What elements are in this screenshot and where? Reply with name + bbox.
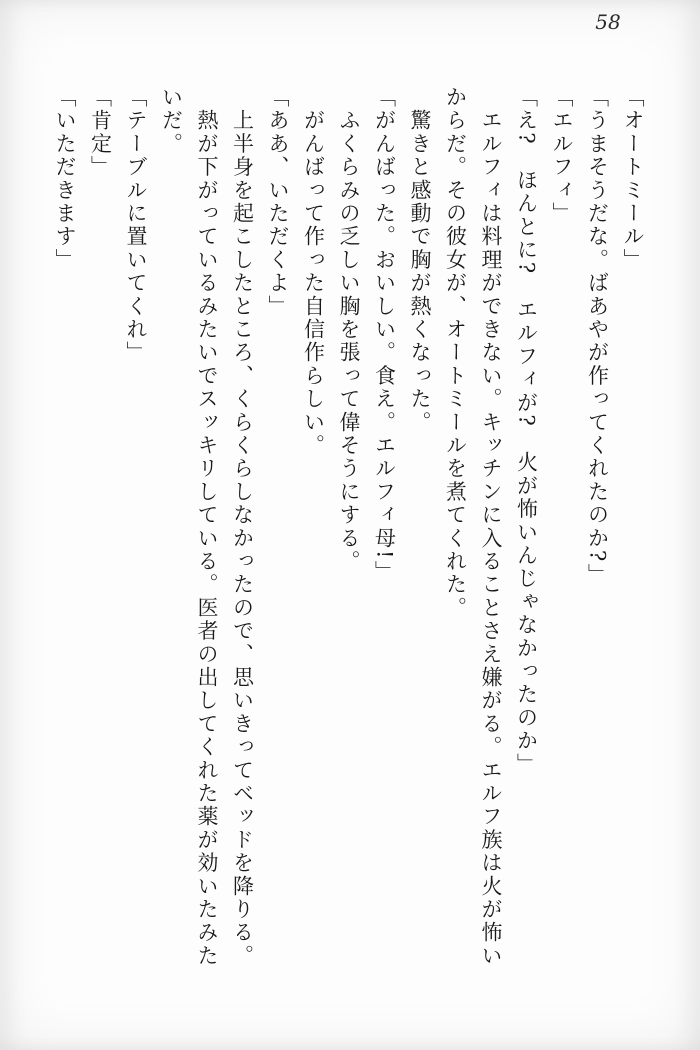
- text-line: 「がんばった。おいしい。食え。エルフィ母!」: [372, 86, 397, 584]
- text-line: 「エルフィ」: [550, 86, 574, 226]
- text-line: いだ。: [159, 86, 184, 156]
- text-line: 「え? ほんとに? エルフィが? 火が怖いんじゃなかったのか」: [514, 86, 539, 776]
- text-line: 熱が下がっているみたいでスッキリしている。医者の出してくれた薬が効いたみた: [195, 86, 219, 968]
- text-line: 驚きと感動で胸が熱くなった。: [408, 86, 432, 434]
- text-line: 「肯定」: [88, 86, 113, 179]
- text-line: エルフィは料理ができない。キッチンに入ることさえ嫌がる。エルフ族は火が怖い: [479, 86, 503, 968]
- text-line: 「うまそうだな。ばあやが作ってくれたのか?」: [585, 86, 610, 587]
- vertical-text-block: [47, 86, 651, 996]
- text-line: 「ああ、いただくよ」: [266, 86, 290, 318]
- text-line: 「いただきます」: [53, 86, 77, 272]
- text-line: がんばって作った自信作らしい。: [301, 86, 326, 458]
- page-number: 58: [595, 10, 621, 34]
- text-line: 「オートミール」: [621, 86, 645, 272]
- text-line: 「テーブルに置いてくれ」: [124, 86, 148, 365]
- text-line: ふくらみの乏しい胸を張って偉そうにする。: [337, 86, 361, 574]
- text-line: からだ。その彼女が、オートミールを煮てくれた。: [443, 86, 468, 620]
- text-line: 上半身を起こしたところ、くらくらしなかったので、思いきってベッドを降りる。: [230, 86, 255, 968]
